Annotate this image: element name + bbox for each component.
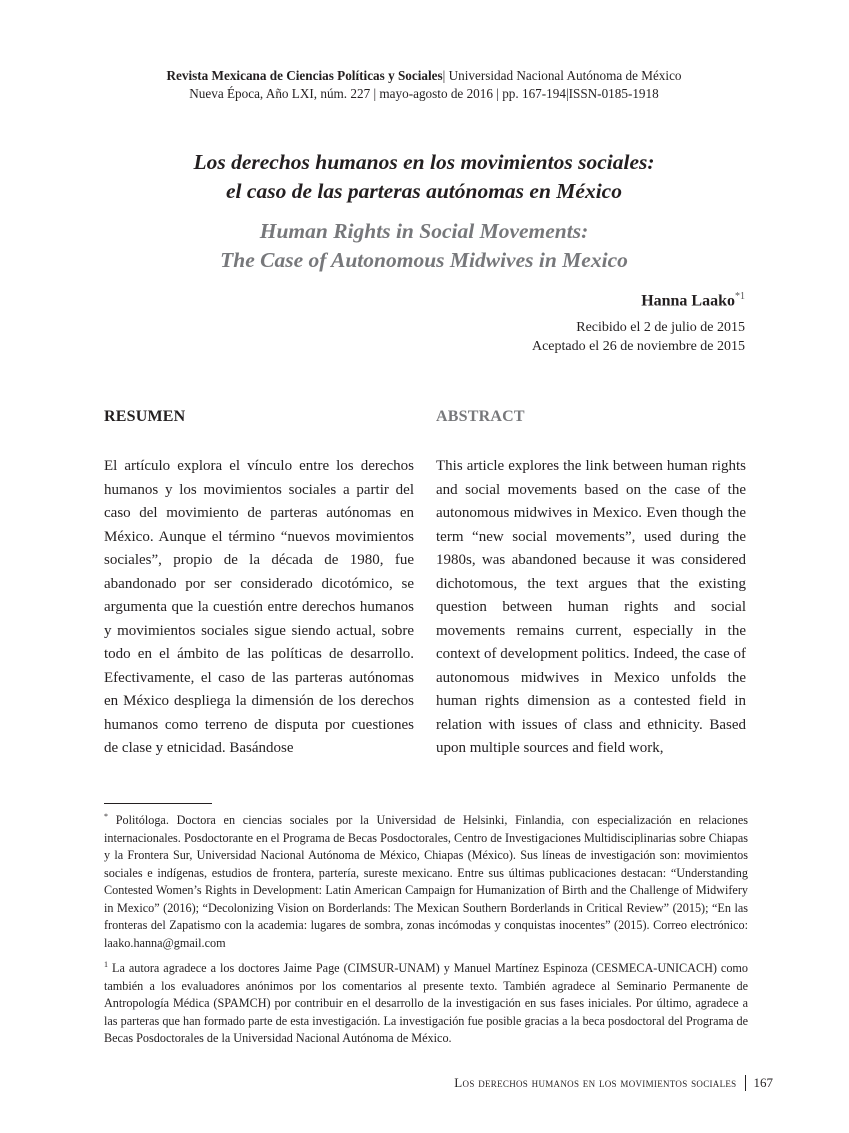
title-es-line1: Los derechos humanos en los movimientos sociales: xyxy=(193,150,655,174)
title-en-line2: The Case of Autonomous Midwives in Mexico xyxy=(220,248,628,272)
abstract-text: This article explores the link between human rights and social movements based on the case of the autonomous midwives in Mexico. Even though the term “new social movements”, used during the 1980s, was abandoned because it was considered dichotomous, the text argues that the existing question between human rights and social movements remains current, especially in the context of development politics. Indeed, the case of autonomous midwives in Mexico unfolds the human rights dimension as a contested field in relation with issues of class and ethnicity. Based upon multiple sources and field work, xyxy=(436,458,746,756)
journal-header-line1 xyxy=(100,67,748,85)
article-title-english xyxy=(100,217,748,275)
header-separator: | xyxy=(565,86,569,101)
pages-info: pp. 167-194 xyxy=(502,86,566,101)
article-title-spanish xyxy=(100,148,748,206)
institution-name: Universidad Nacional Autónoma de México xyxy=(448,68,682,83)
issn-info: ISSN-0185-1918 xyxy=(568,86,659,101)
journal-header-line2 xyxy=(100,85,748,103)
header-separator: | xyxy=(373,86,377,101)
author-footnote-marks: *1 xyxy=(735,291,745,302)
footnote-divider xyxy=(104,803,212,804)
period-info: mayo-agosto de 2016 xyxy=(379,86,493,101)
received-date: Recibido el 2 de julio de 2015 xyxy=(576,320,745,335)
footer-separator xyxy=(745,1075,746,1091)
author-name: Hanna Laako xyxy=(641,292,735,310)
journal-header xyxy=(100,67,748,103)
accepted-date: Aceptado el 26 de noviembre de 2015 xyxy=(531,339,745,354)
header-separator: | xyxy=(442,68,446,83)
footnote-acknowledgements xyxy=(104,956,748,1048)
resumen-text: El artículo explora el vínculo entre los derechos humanos y los movimientos sociales a partir del caso del movimiento de parteras autónomas en México. Aunque el término “nuevos movimientos sociales”, propio de la década de 1980, fue abandonado por ser considerado dicotómico, se argumenta que la cuestión entre derechos humanos y movimientos sociales sigue siendo actual, sobre todo en el ámbito de las políticas de desarrollo. Efectivamente, el caso de las parteras autónomas en México despliega la dimensión de los derechos humanos como terreno de disputa por cuestiones de clase y etnicidad. Basándose xyxy=(104,458,414,756)
issue-info: Nueva Época, Año LXI, núm. 227 xyxy=(189,86,371,101)
resumen-heading: RESUMEN xyxy=(104,408,186,425)
header-separator: | xyxy=(496,86,499,101)
running-title: Los derechos humanos en los movimientos sociales xyxy=(454,1075,737,1090)
author-line xyxy=(641,287,745,311)
footnotes xyxy=(104,808,748,1052)
page-number: 167 xyxy=(753,1075,773,1090)
abstract-heading: ABSTRACT xyxy=(436,408,525,425)
title-es-line2: el caso de las parteras autónomas en México xyxy=(226,179,622,203)
title-en-line1: Human Rights in Social Movements: xyxy=(259,219,589,243)
footnote-mark: * xyxy=(104,812,108,821)
footnote-mark: 1 xyxy=(104,960,108,970)
footnote-text: La autora agradece a los doctores Jaime Page (CIMSUR-UNAM) y Manuel Martínez Espinoza (CESMECA-UNICACH) como también a los evaluadores anónimos por los comentarios al presente texto. También agradece al Seminario Permanente de Antropología Médica (SPAMCH) por contribuir en el desarrollo de la investigación en sus fases iniciales. Por último, agradece a las parteras que han formado parte de esta investigación. La investigación fue posible gracias a la beca posdoctoral del Programa de Becas Posdoctorales de la Universidad Nacional Autónoma de México. xyxy=(104,961,749,1046)
journal-name: Revista Mexicana de Ciencias Políticas y Sociales xyxy=(166,68,443,83)
running-footer xyxy=(454,1074,773,1092)
footnote-text: Politóloga. Doctora en ciencias sociales por la Universidad de Helsinki, Finlandia, con especialización en relaciones internacionales. Posdoctorante en el Programa de Becas Posdoctorales, Centro de Investigaciones Multidisciplinarias sobre Chiapas y la Frontera Sur, Universidad Nacional Autónoma de México, Chiapas (México). Sus líneas de investigación son: movimientos sociales e indígenas, estudios de frontera, partería, sureste mexicano. Entre sus últimas publicaciones destacan: “Understanding Contested Women’s Rights in Development: Latin American Campaign for Humanization of Birth and the Challenge of Midwifery in Mexico” (2016); “Decolonizing Vision on Borderlands: The Mexican Southern Borderlands in Critical Review” (2015); “En las fronteras del Zapatismo con la academia: lugares de sombra, zonas incómodas y conquistas inocentes” (2015). Correo electrónico: laako.hanna@gmail.com xyxy=(104,813,748,950)
footnote-author xyxy=(104,808,748,952)
article-dates xyxy=(532,318,745,356)
